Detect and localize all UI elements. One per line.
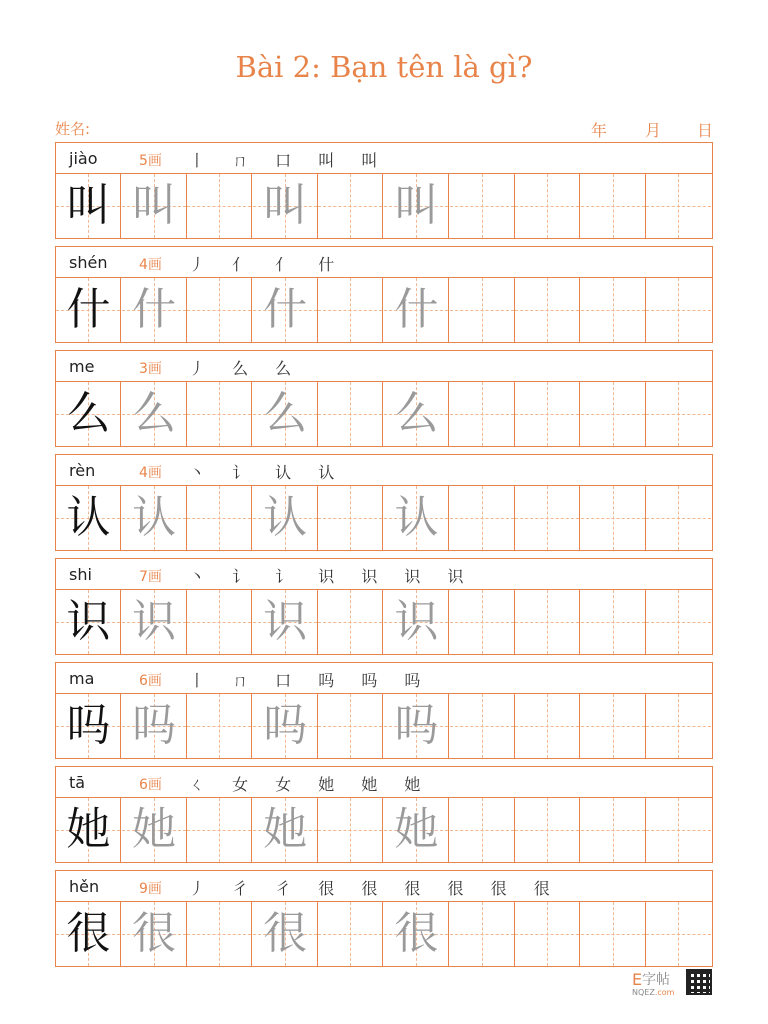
writing-cell[interactable]	[122, 590, 187, 654]
writing-cell[interactable]	[384, 174, 449, 238]
model-character: 很	[66, 908, 111, 959]
writing-cell[interactable]	[581, 694, 646, 758]
trace-character: 么	[132, 388, 177, 439]
trace-character: 叫	[394, 180, 439, 231]
pinyin-label: tā	[69, 773, 86, 792]
trace-character: 识	[132, 596, 177, 647]
character-block	[55, 870, 713, 966]
writing-cell[interactable]	[384, 590, 449, 654]
writing-cell[interactable]	[581, 798, 646, 862]
stroke-count: 4画	[139, 257, 162, 273]
writing-cell[interactable]	[56, 590, 121, 654]
stroke-count: 6画	[139, 777, 162, 793]
writing-cell[interactable]	[384, 798, 449, 862]
stroke-order: 丨 ㄇ 口 叫 叫	[189, 151, 389, 170]
trace-character: 认	[394, 492, 439, 543]
writing-cell[interactable]	[253, 902, 318, 966]
writing-cell[interactable]	[384, 278, 449, 342]
writing-cell[interactable]	[187, 902, 252, 966]
writing-cell[interactable]	[318, 278, 383, 342]
trace-character: 很	[132, 908, 177, 959]
writing-cell[interactable]	[253, 382, 318, 446]
writing-cell[interactable]	[581, 902, 646, 966]
practice-sheet	[55, 142, 713, 974]
writing-cell[interactable]	[187, 694, 252, 758]
stroke-order: 丿 么 么	[189, 359, 303, 378]
writing-cell[interactable]	[318, 694, 383, 758]
writing-cell[interactable]	[450, 382, 515, 446]
writing-cell[interactable]	[515, 382, 580, 446]
trace-character: 吗	[394, 700, 439, 751]
writing-cell[interactable]	[56, 278, 121, 342]
writing-cell[interactable]	[187, 278, 252, 342]
pinyin-label: me	[69, 357, 95, 376]
writing-cell[interactable]	[581, 486, 646, 550]
stroke-count: 9画	[139, 881, 162, 897]
writing-grid	[55, 485, 713, 551]
logo-site-name: NQEZ.	[632, 988, 658, 997]
writing-cell[interactable]	[646, 694, 711, 758]
writing-cell[interactable]	[646, 590, 711, 654]
writing-grid	[55, 693, 713, 759]
character-info-row	[55, 454, 713, 485]
writing-cell[interactable]	[515, 798, 580, 862]
trace-character: 认	[263, 492, 308, 543]
trace-character: 叫	[263, 180, 308, 231]
writing-cell[interactable]	[318, 902, 383, 966]
trace-character: 她	[132, 804, 177, 855]
writing-cell[interactable]	[581, 278, 646, 342]
character-info-row	[55, 142, 713, 173]
pinyin-label: shén	[69, 253, 108, 272]
pinyin-label: rèn	[69, 461, 96, 480]
writing-cell[interactable]	[122, 382, 187, 446]
year-label: 年	[591, 121, 608, 140]
trace-character: 吗	[263, 700, 308, 751]
writing-cell[interactable]	[318, 486, 383, 550]
writing-cell[interactable]	[646, 902, 711, 966]
writing-cell[interactable]	[646, 486, 711, 550]
writing-cell[interactable]	[450, 278, 515, 342]
writing-cell[interactable]	[450, 590, 515, 654]
character-block	[55, 766, 713, 862]
writing-cell[interactable]	[56, 798, 121, 862]
model-character: 叫	[66, 180, 111, 231]
character-block	[55, 142, 713, 238]
writing-cell[interactable]	[122, 902, 187, 966]
stroke-order: ㄑ 女 女 她 她 她	[189, 775, 432, 794]
stroke-order: 丶 讠 讠 识 识 识 识	[189, 567, 475, 586]
writing-cell[interactable]	[187, 590, 252, 654]
pinyin-label: hěn	[69, 877, 100, 896]
trace-character: 叫	[132, 180, 177, 231]
writing-cell[interactable]	[318, 590, 383, 654]
writing-cell[interactable]	[515, 278, 580, 342]
writing-cell[interactable]	[56, 382, 121, 446]
writing-cell[interactable]	[384, 902, 449, 966]
logo-site	[632, 988, 674, 997]
writing-cell[interactable]	[515, 174, 580, 238]
stroke-order: 丶 讠 认 认	[189, 463, 346, 482]
trace-character: 什	[394, 284, 439, 335]
pinyin-label: ma	[69, 669, 95, 688]
model-character: 她	[66, 804, 111, 855]
writing-cell[interactable]	[122, 174, 187, 238]
writing-cell[interactable]	[450, 798, 515, 862]
writing-cell[interactable]	[122, 694, 187, 758]
trace-character: 吗	[132, 700, 177, 751]
day-label: 日	[697, 121, 714, 140]
character-info-row	[55, 766, 713, 797]
writing-cell[interactable]	[384, 486, 449, 550]
stroke-count: 6画	[139, 673, 162, 689]
writing-grid	[55, 797, 713, 863]
stroke-order: 丿 亻 亻 什	[189, 255, 346, 274]
writing-cell[interactable]	[646, 174, 711, 238]
writing-cell[interactable]	[187, 174, 252, 238]
trace-character: 很	[394, 908, 439, 959]
model-character: 吗	[66, 700, 111, 751]
writing-cell[interactable]	[253, 694, 318, 758]
character-info-row	[55, 246, 713, 277]
writing-cell[interactable]	[384, 694, 449, 758]
writing-cell[interactable]	[515, 590, 580, 654]
writing-cell[interactable]	[318, 174, 383, 238]
writing-cell[interactable]	[646, 382, 711, 446]
logo-site-suffix: com	[657, 988, 675, 997]
writing-cell[interactable]	[450, 174, 515, 238]
writing-cell[interactable]	[56, 486, 121, 550]
writing-grid	[55, 589, 713, 655]
model-character: 么	[66, 388, 111, 439]
name-label: 姓名:	[55, 120, 91, 138]
stroke-count: 4画	[139, 465, 162, 481]
writing-cell[interactable]	[515, 486, 580, 550]
trace-character: 什	[132, 284, 177, 335]
writing-cell[interactable]	[646, 798, 711, 862]
writing-cell[interactable]	[515, 694, 580, 758]
pinyin-label: jiào	[69, 149, 98, 168]
writing-cell[interactable]	[56, 694, 121, 758]
trace-character: 什	[263, 284, 308, 335]
writing-cell[interactable]	[122, 486, 187, 550]
writing-grid	[55, 901, 713, 967]
writing-cell[interactable]	[253, 174, 318, 238]
trace-character: 她	[263, 804, 308, 855]
stroke-count: 3画	[139, 361, 162, 377]
trace-character: 她	[394, 804, 439, 855]
writing-cell[interactable]	[56, 902, 121, 966]
trace-character: 识	[263, 596, 308, 647]
writing-cell[interactable]	[581, 174, 646, 238]
writing-grid	[55, 381, 713, 447]
qr-code-icon	[686, 969, 712, 995]
writing-cell[interactable]	[253, 486, 318, 550]
brand-logo	[632, 969, 670, 989]
writing-cell[interactable]	[187, 486, 252, 550]
stroke-count: 5画	[139, 153, 162, 169]
writing-cell[interactable]	[187, 382, 252, 446]
writing-cell[interactable]	[450, 486, 515, 550]
model-character: 什	[66, 284, 111, 335]
character-info-row	[55, 662, 713, 693]
writing-cell[interactable]	[450, 694, 515, 758]
writing-cell[interactable]	[253, 278, 318, 342]
writing-cell[interactable]	[122, 798, 187, 862]
trace-character: 认	[132, 492, 177, 543]
pinyin-label: shi	[69, 565, 92, 584]
trace-character: 么	[394, 388, 439, 439]
writing-cell[interactable]	[318, 382, 383, 446]
character-block	[55, 558, 713, 654]
character-block	[55, 454, 713, 550]
writing-cell[interactable]	[646, 278, 711, 342]
trace-character: 很	[263, 908, 308, 959]
writing-cell[interactable]	[253, 798, 318, 862]
writing-cell[interactable]	[187, 798, 252, 862]
month-label: 月	[645, 121, 662, 140]
writing-cell[interactable]	[318, 798, 383, 862]
character-info-row	[55, 870, 713, 901]
writing-cell[interactable]	[581, 590, 646, 654]
character-info-row	[55, 558, 713, 589]
writing-grid	[55, 173, 713, 239]
writing-grid	[55, 277, 713, 343]
character-block	[55, 246, 713, 342]
model-character: 识	[66, 596, 111, 647]
writing-cell[interactable]	[450, 902, 515, 966]
trace-character: 识	[394, 596, 439, 647]
logo-e: E	[632, 969, 643, 989]
stroke-order: 丨 ㄇ 口 吗 吗 吗	[189, 671, 432, 690]
logo-text: 字帖	[642, 972, 671, 988]
character-block	[55, 350, 713, 446]
trace-character: 么	[263, 388, 308, 439]
writing-cell[interactable]	[581, 382, 646, 446]
writing-cell[interactable]	[384, 382, 449, 446]
writing-cell[interactable]	[122, 278, 187, 342]
stroke-count: 7画	[139, 569, 162, 585]
writing-cell[interactable]	[253, 590, 318, 654]
page-title: Bài 2: Bạn tên là gì?	[235, 50, 533, 84]
model-character: 认	[66, 492, 111, 543]
writing-cell[interactable]	[56, 174, 121, 238]
character-block	[55, 662, 713, 758]
character-info-row	[55, 350, 713, 381]
writing-cell[interactable]	[515, 902, 580, 966]
stroke-order: 丿 彳 彳 很 很 很 很 很 很	[189, 879, 561, 898]
